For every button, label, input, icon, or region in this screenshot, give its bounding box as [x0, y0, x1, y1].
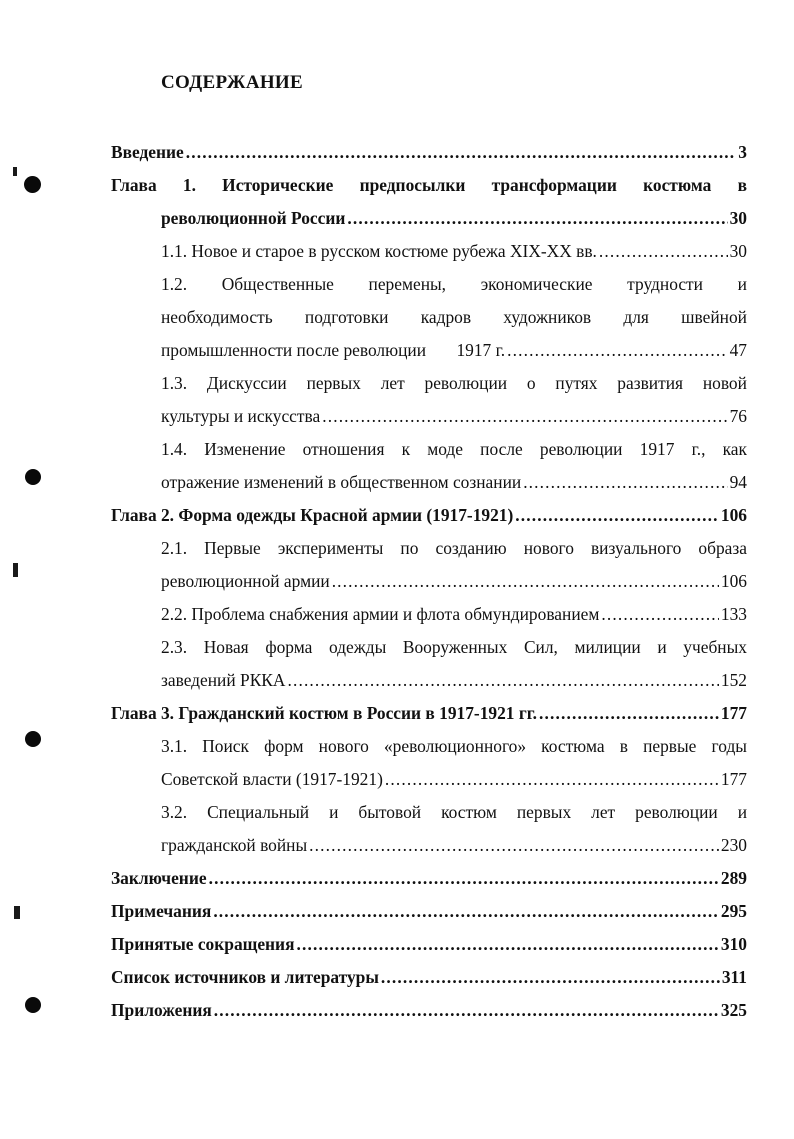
word: и	[329, 802, 339, 822]
entry-page: 94	[729, 472, 747, 492]
toc-entry-2-1-cont	[161, 565, 747, 598]
word: Сил,	[523, 637, 558, 657]
dot-leader	[332, 565, 719, 598]
dot-leader	[347, 202, 727, 235]
word: нового	[318, 736, 369, 756]
scan-dot	[25, 469, 41, 485]
entry-text: революционной России	[161, 208, 346, 228]
word: Изменение	[204, 439, 286, 459]
word: 1.2.	[161, 274, 188, 294]
toc-entry-notes	[111, 895, 747, 928]
toc-entry-3-2-cont	[161, 829, 747, 862]
dot-leader	[539, 697, 719, 730]
scan-dot	[25, 731, 41, 747]
toc-entry-2-1	[161, 532, 747, 565]
word: лет	[380, 373, 405, 393]
toc-entry-2-3	[161, 631, 747, 664]
word: Дискуссии	[206, 373, 287, 393]
word: 2.3.	[161, 637, 188, 657]
word: художников	[503, 307, 592, 327]
word: в	[737, 175, 747, 195]
word: форм	[264, 736, 304, 756]
toc-entry-3-2	[161, 796, 747, 829]
word: кадров	[420, 307, 472, 327]
toc-entry-chapter-3	[111, 697, 747, 730]
word: Общественные	[221, 274, 334, 294]
word: «революционного»	[383, 736, 527, 756]
word: о	[526, 373, 536, 393]
entry-page: 295	[720, 901, 747, 921]
word: Новая	[203, 637, 249, 657]
dot-leader	[186, 136, 737, 169]
entry-page: 325	[720, 1000, 747, 1020]
dot-leader	[209, 862, 719, 895]
word: 1.4.	[161, 439, 188, 459]
entry-text: Заключение	[111, 868, 207, 888]
word: г.,	[691, 439, 706, 459]
word: созданию	[435, 538, 507, 558]
scan-tick	[14, 906, 20, 919]
word: путях	[555, 373, 598, 393]
entry-page: 133	[720, 604, 747, 624]
dot-leader	[385, 763, 719, 796]
toc-entry-2-3-cont	[161, 664, 747, 697]
dot-leader	[381, 961, 720, 994]
toc-entry-chapter-1	[111, 169, 747, 202]
word: трудности	[627, 274, 703, 294]
entry-page: 289	[720, 868, 747, 888]
entry-page: 76	[729, 406, 747, 426]
entry-page: 106	[720, 505, 747, 525]
scan-dot	[24, 176, 41, 193]
word: Вооруженных	[402, 637, 508, 657]
entry-text: Глава 3. Гражданский костюм в России в 1917-1921 гг.	[111, 703, 538, 723]
word: моде	[427, 439, 464, 459]
dot-leader	[309, 829, 719, 862]
word: к	[401, 439, 411, 459]
toc-entry-3-1-cont	[161, 763, 747, 796]
word: и	[737, 802, 747, 822]
entry-text: 2.2. Проблема снабжения армии и флота обмундированием	[161, 604, 600, 624]
entry-text: Глава 2. Форма одежды Красной армии (1917-1921)	[111, 505, 514, 525]
word: форма	[265, 637, 313, 657]
word: экономические	[480, 274, 593, 294]
dot-leader	[297, 928, 719, 961]
entry-page: 230	[720, 835, 747, 855]
dot-leader	[515, 499, 719, 532]
word: бытовой	[358, 802, 422, 822]
word: первые	[643, 736, 697, 756]
word: отношения	[302, 439, 385, 459]
word: первых	[306, 373, 361, 393]
word: костюм	[441, 802, 497, 822]
word: новой	[702, 373, 747, 393]
word: развития	[617, 373, 684, 393]
word: Специальный	[207, 802, 310, 822]
dot-leader	[214, 994, 719, 1027]
toc-entry-1-2-cont	[161, 301, 747, 334]
entry-text: отражение изменений в общественном сознании	[161, 472, 522, 492]
entry-text: Принятые сокращения	[111, 934, 295, 954]
entry-text: культуры и искусства	[161, 406, 321, 426]
word: первых	[516, 802, 572, 822]
word: революции	[539, 439, 623, 459]
entry-page: 177	[720, 769, 747, 789]
word: после	[480, 439, 523, 459]
entry-text: Приложения	[111, 1000, 212, 1020]
entry-page: 47	[729, 340, 747, 360]
word: трансформации	[491, 175, 617, 195]
dot-leader	[322, 400, 727, 433]
word: перемены,	[368, 274, 447, 294]
word: 3.2.	[161, 802, 188, 822]
word: 1917	[639, 439, 675, 459]
toc-entry-sources	[111, 961, 747, 994]
word: лет	[591, 802, 616, 822]
toc-entry-intro	[111, 136, 747, 169]
page-title: СОДЕРЖАНИЕ	[161, 72, 303, 93]
toc-entry-chapter-2	[111, 499, 747, 532]
dot-leader	[599, 235, 728, 268]
entry-text: заведений РККА	[161, 670, 286, 690]
word: швейной	[681, 307, 747, 327]
entry-page: 3	[738, 142, 747, 162]
toc-entry-2-2	[161, 598, 747, 631]
word: в	[619, 736, 628, 756]
entry-page: 177	[720, 703, 747, 723]
word: годы	[711, 736, 747, 756]
word: революции	[635, 802, 718, 822]
toc-entry-3-1	[161, 730, 747, 763]
word: 2.1.	[161, 538, 188, 558]
dot-leader	[523, 466, 727, 499]
entry-text: промышленности после революции 1917 г.	[161, 340, 506, 360]
entry-text: Введение	[111, 142, 184, 162]
word: необходимость	[161, 307, 273, 327]
toc-entry-1-1	[161, 235, 747, 268]
word: нового	[523, 538, 574, 558]
word: эксперименты	[277, 538, 384, 558]
word: Поиск	[202, 736, 249, 756]
entry-text: Примечания	[111, 901, 212, 921]
entry-text: революционной армии	[161, 571, 330, 591]
entry-page: 311	[721, 967, 747, 987]
word: как	[722, 439, 747, 459]
word: 1.3.	[161, 373, 188, 393]
word: Исторические	[222, 175, 334, 195]
toc-entry-1-2	[161, 268, 747, 301]
scan-dot	[25, 997, 41, 1013]
toc-entry-appendix	[111, 994, 747, 1027]
word: 3.1.	[161, 736, 188, 756]
entry-text: Список источников и литературы	[111, 967, 379, 987]
word: подготовки	[304, 307, 389, 327]
word: учебных	[683, 637, 747, 657]
word: костюма	[643, 175, 712, 195]
dot-leader	[507, 334, 728, 367]
word: для	[623, 307, 649, 327]
word: Глава	[111, 175, 157, 195]
toc-entry-1-4-cont	[161, 466, 747, 499]
toc-entry-1-2-end	[161, 334, 747, 367]
word: милиции	[574, 637, 641, 657]
toc-entry-chapter-1-cont	[161, 202, 747, 235]
word: образа	[698, 538, 747, 558]
entry-page: 30	[729, 241, 747, 261]
entry-text: Советской власти (1917-1921)	[161, 769, 383, 789]
scan-tick	[13, 563, 18, 577]
toc-entry-abbreviations	[111, 928, 747, 961]
word: и	[737, 274, 747, 294]
dot-leader	[601, 598, 719, 631]
word: предпосылки	[359, 175, 466, 195]
word: революции	[424, 373, 508, 393]
toc-entry-conclusion	[111, 862, 747, 895]
entry-page: 310	[720, 934, 747, 954]
entry-page: 106	[720, 571, 747, 591]
word: и	[657, 637, 667, 657]
word: по	[400, 538, 419, 558]
word: костюма	[541, 736, 605, 756]
scan-tick	[13, 167, 17, 176]
entry-page: 30	[729, 208, 747, 228]
toc-entry-1-3	[161, 367, 747, 400]
word: 1.	[182, 175, 196, 195]
dot-leader	[213, 895, 719, 928]
entry-page: 152	[720, 670, 747, 690]
dot-leader	[287, 664, 718, 697]
toc-entry-1-4	[161, 433, 747, 466]
toc-entry-1-3-cont	[161, 400, 747, 433]
word: визуального	[590, 538, 682, 558]
entry-text: гражданской войны	[161, 835, 308, 855]
word: Первые	[204, 538, 261, 558]
word: одежды	[328, 637, 387, 657]
entry-text: 1.1. Новое и старое в русском костюме рубежа XIX-XX вв.	[161, 241, 597, 261]
